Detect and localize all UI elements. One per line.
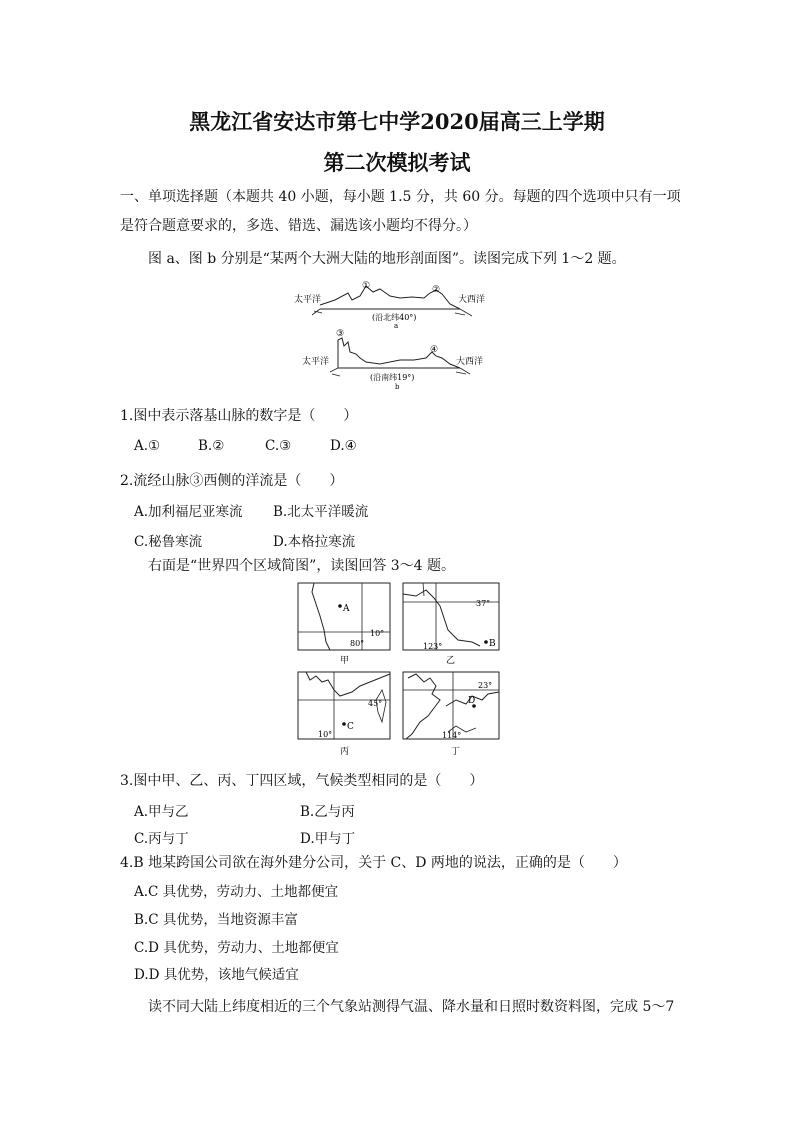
profile-b-right-ocean: 大西洋 — [456, 357, 484, 367]
profile-b-marker-3: ③ — [336, 329, 345, 339]
map-bing-lat: 45° — [368, 699, 383, 708]
profile-a-label: a — [394, 322, 399, 330]
map-yi-lat: 37° — [476, 599, 491, 608]
q3-option-c[interactable]: C.丙与丁 — [134, 831, 189, 847]
q1-option-a[interactable]: A.① — [134, 438, 161, 454]
map-jia — [298, 583, 390, 666]
profile-b-caption: (沿南纬19°) — [370, 373, 415, 382]
q4-option-b[interactable]: B.C 具优势，当地资源丰富 — [134, 912, 298, 928]
profile-b — [302, 329, 483, 391]
q1-option-d[interactable]: D.④ — [330, 438, 357, 454]
map-jia-label: 甲 — [340, 656, 350, 666]
q1-option-c[interactable]: C.③ — [265, 438, 292, 454]
profile-b-marker-4: ④ — [430, 345, 439, 355]
map-ding — [403, 672, 499, 757]
q4-option-a[interactable]: A.C 具优势，劳动力、土地都便宜 — [134, 884, 339, 900]
intro-q3-4: 右面是“世界四个区域简图”，读图回答 3～4 题。 — [148, 558, 456, 574]
profile-b-label: b — [395, 383, 400, 391]
q2-option-c[interactable]: C.秘鲁寒流 — [134, 534, 203, 550]
profile-a-right-ocean: 大西洋 — [458, 295, 486, 305]
profile-a-left-ocean: 太平洋 — [294, 295, 322, 305]
map-jia-lon: 80° — [350, 639, 365, 648]
map-bing-lon: 10° — [318, 730, 333, 739]
map-yi-lon: 123° — [423, 642, 443, 651]
q4-stem: 4.B 地某跨国公司欲在海外建分公司，关于 C、D 两地的说法，正确的是（ ） — [120, 855, 627, 871]
section-instruction-2: 是符合题意要求的，多选、错选、漏选该小题均不得分。） — [120, 218, 477, 234]
region-maps-figure — [296, 582, 501, 760]
map-bing-point: C — [347, 722, 354, 732]
profile-a-marker-1: ① — [362, 281, 371, 291]
q2-option-b[interactable]: B.北太平洋暖流 — [273, 504, 369, 520]
map-jia-lat: 10° — [370, 629, 385, 638]
section-instruction-1: 一、单项选择题（本题共 40 小题，每小题 1.5 分，共 60 分。每题的四个选项中只有一项 — [120, 189, 681, 205]
q1-option-b[interactable]: B.② — [198, 438, 225, 454]
q2-option-d[interactable]: D.本格拉寒流 — [273, 534, 356, 550]
map-ding-label: 丁 — [451, 747, 461, 757]
q4-option-d[interactable]: D.D 具优势，该地气候适宜 — [134, 967, 299, 983]
map-yi-label: 乙 — [446, 656, 456, 666]
profile-a-marker-2: ② — [432, 285, 441, 295]
terrain-profile-figure — [290, 280, 510, 395]
q4-option-c[interactable]: C.D 具优势，劳动力、土地都便宜 — [134, 940, 339, 956]
map-ding-lat: 23° — [478, 681, 493, 690]
profile-a — [294, 281, 485, 330]
map-ding-point: D — [468, 696, 476, 706]
q2-stem: 2.流经山脉③西侧的洋流是（ ） — [120, 473, 344, 489]
q3-option-a[interactable]: A.甲与乙 — [134, 804, 189, 820]
map-jia-point: A — [343, 604, 350, 614]
intro-q5-7: 读不同大陆上纬度相近的三个气象站测得气温、降水量和日照时数资料图，完成 5～7 — [148, 999, 675, 1015]
q1-stem: 1.图中表示落基山脉的数字是（ ） — [120, 408, 358, 424]
map-bing — [298, 672, 390, 757]
intro-q1-2: 图 a、图 b 分别是“某两个大洲大陆的地形剖面图”。读图完成下列 1～2 题。 — [148, 251, 626, 267]
page-subtitle: 第二次模拟考试 — [323, 150, 471, 175]
q2-option-a[interactable]: A.加利福尼亚寒流 — [134, 504, 243, 520]
page-title: 黑龙江省安达市第七中学2020届高三上学期 — [189, 109, 605, 134]
map-yi — [403, 583, 499, 666]
profile-b-left-ocean: 太平洋 — [302, 357, 330, 367]
profile-a-caption: (沿北纬40°) — [372, 313, 417, 322]
q3-option-b[interactable]: B.乙与丙 — [300, 804, 355, 820]
q3-option-d[interactable]: D.甲与丁 — [300, 831, 356, 847]
q3-stem: 3.图中甲、乙、丙、丁四区域，气候类型相同的是（ ） — [120, 773, 484, 789]
map-ding-lon: 114° — [442, 731, 462, 740]
map-yi-point: B — [489, 639, 496, 649]
map-bing-label: 丙 — [340, 747, 350, 757]
